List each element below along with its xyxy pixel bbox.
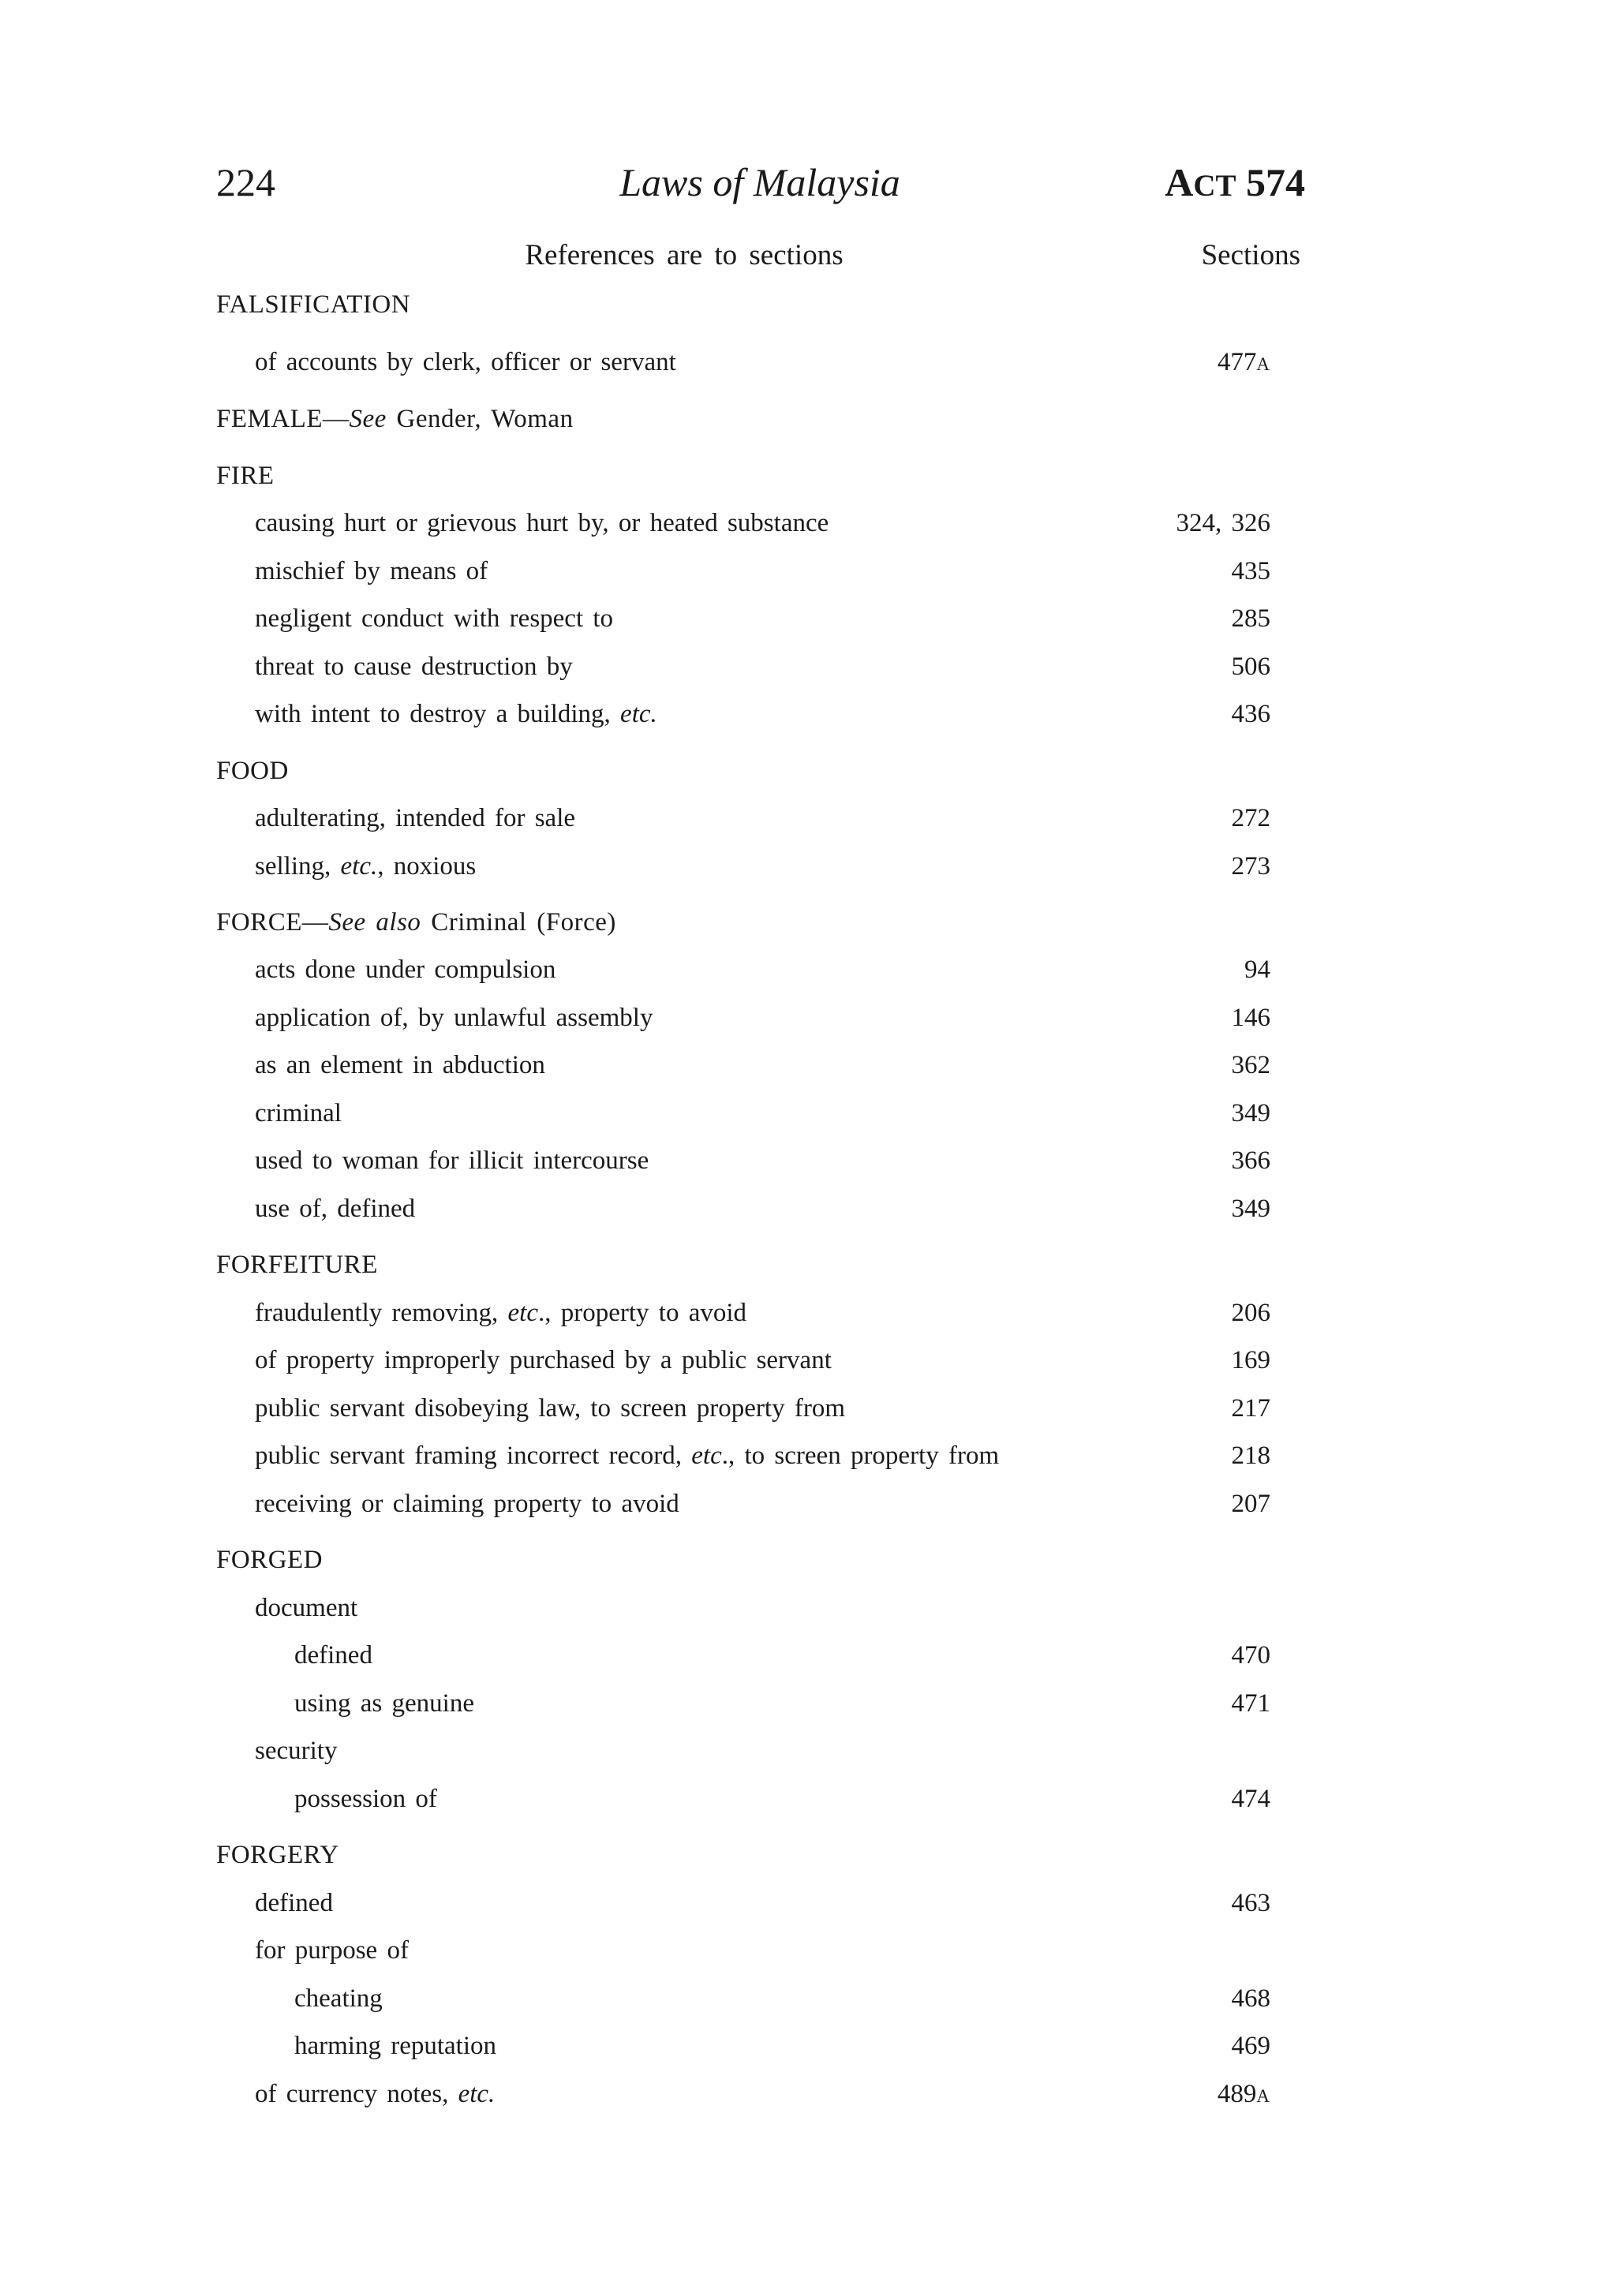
entry-term: [294, 1979, 383, 2018]
entry-term: [294, 1684, 474, 1723]
section-number: 366: [1231, 1146, 1270, 1175]
entry-term-text: FEMALE—: [216, 405, 350, 433]
entry-term: [255, 2074, 495, 2114]
entry-term-text: criminal: [255, 1099, 342, 1127]
section-reference: [1232, 1779, 1271, 1819]
entry-term-text: FALSIFICATION: [216, 290, 411, 319]
entry-term-text: causing hurt or grievous hurt by, or heated substance: [255, 509, 829, 537]
section-number: 362: [1231, 1051, 1270, 1079]
entry-term-text: of property improperly purchased by a public servant: [255, 1346, 832, 1374]
entry-term: [294, 1636, 372, 1675]
section-number: 272: [1231, 804, 1270, 832]
entry-term-text: FORFEITURE: [216, 1251, 378, 1279]
entry-term: [255, 342, 676, 382]
entry-term-text: FOOD: [216, 757, 289, 785]
entry-term-text: FIRE: [216, 462, 275, 490]
entry-term: [216, 1540, 323, 1580]
index-heading: [0, 903, 1616, 942]
section-reference: [1232, 998, 1271, 1038]
section-reference: [1232, 1189, 1271, 1228]
section-reference: [1232, 1293, 1271, 1333]
entry-term: [216, 903, 616, 942]
entry-term-italic: etc: [691, 1442, 722, 1470]
entry-term: [255, 599, 613, 638]
section-number: 324, 326: [1176, 509, 1270, 537]
entry-term-text: defined: [294, 1641, 372, 1670]
section-reference: [1218, 342, 1270, 384]
entry-term-text: acts done under compulsion: [255, 955, 556, 984]
section-number: 146: [1231, 1004, 1270, 1032]
act-number: 574: [1246, 160, 1305, 204]
entry-term: [255, 950, 556, 989]
entry-term-text: adulterating, intended for sale: [255, 804, 576, 832]
entry-term: [255, 1436, 999, 1475]
entry-term: [255, 1588, 357, 1628]
entry-term: [255, 503, 829, 543]
page-number: 224: [216, 160, 275, 204]
entry-term: [216, 751, 289, 791]
index-subentry: [0, 1588, 1616, 1628]
section-number: 477: [1217, 348, 1257, 376]
entry-term: [255, 1189, 415, 1228]
index-subentry: [0, 1636, 1616, 1675]
entry-term: [255, 694, 657, 734]
entry-term: [216, 1835, 339, 1875]
entry-term-italic: etc.: [340, 852, 378, 881]
section-number: 349: [1231, 1099, 1270, 1127]
entry-term-text: harming reputation: [294, 2032, 497, 2060]
section-reference: [1244, 950, 1270, 989]
section-number: 349: [1231, 1195, 1270, 1223]
section-number: 273: [1231, 852, 1270, 881]
index-heading: [0, 751, 1616, 791]
section-reference: [1232, 1484, 1271, 1524]
index-subentry: [0, 1389, 1616, 1428]
section-number: 218: [1231, 1442, 1270, 1470]
index-subentry: [0, 342, 1616, 382]
index-subentry: [0, 1436, 1616, 1475]
entry-term-text: application of, by unlawful assembly: [255, 1004, 653, 1032]
section-number: 436: [1231, 700, 1270, 728]
entry-term-text: of currency notes,: [255, 2080, 458, 2108]
section-number: 463: [1231, 1889, 1270, 1917]
entry-term: [255, 1293, 746, 1333]
entry-term-text: FORGED: [216, 1546, 324, 1574]
section-reference: [1232, 1141, 1271, 1180]
entry-term: [294, 1779, 437, 1819]
index-subentry: [0, 1779, 1616, 1819]
entry-term: [255, 1045, 545, 1085]
entry-term: [294, 2026, 496, 2066]
entry-term-text: receiving or claiming property to avoid: [255, 1490, 679, 1518]
entry-term: [255, 998, 653, 1038]
section-reference: [1232, 599, 1271, 638]
entry-term-text: for purpose of: [255, 1936, 409, 1965]
index-subentry: [0, 1979, 1616, 2018]
index-subentry: [0, 1094, 1616, 1133]
index-subentry: [0, 647, 1616, 686]
section-number: 207: [1231, 1490, 1270, 1518]
section-reference: [1218, 2074, 1270, 2116]
entry-term-text: used to woman for illicit intercourse: [255, 1146, 649, 1175]
entry-term: [255, 1341, 832, 1380]
entry-term: [255, 798, 575, 838]
index-heading: [0, 1835, 1616, 1875]
entry-term-italic: etc.: [458, 2080, 496, 2108]
section-reference: [1232, 2026, 1271, 2066]
entry-term: [255, 1883, 333, 1923]
entry-term: [216, 285, 410, 324]
entry-term: [255, 1731, 337, 1771]
section-reference: [1232, 1436, 1271, 1475]
entry-term-text: threat to cause destruction by: [255, 653, 573, 681]
index-subentry: [0, 847, 1616, 886]
index-subentry: [0, 1931, 1616, 1970]
index-subentry: [0, 1731, 1616, 1771]
entry-term-text: FORGERY: [216, 1841, 339, 1869]
entry-term-text: negligent conduct with respect to: [255, 604, 614, 633]
entry-term: [255, 1094, 342, 1133]
entry-term-text: Criminal (Force): [421, 908, 616, 937]
section-reference: [1232, 647, 1271, 686]
entry-term: [255, 647, 573, 686]
section-number: 285: [1231, 604, 1270, 633]
entry-term-text: cheating: [294, 1984, 383, 2013]
section-number: 471: [1231, 1689, 1270, 1718]
section-reference: [1232, 1883, 1271, 1923]
act-label-rest: CT: [1193, 169, 1236, 203]
entry-term-text: Gender, Woman: [386, 405, 574, 433]
index-subentry: [0, 503, 1616, 543]
entry-term-text: FORCE—: [216, 908, 329, 937]
index-subentry: [0, 1684, 1616, 1723]
index-heading: [0, 456, 1616, 495]
entry-term-text: , noxious: [377, 852, 477, 881]
act-label-initial: A: [1165, 160, 1194, 204]
entry-term-text: selling,: [255, 852, 341, 881]
index-subentry: [0, 1045, 1616, 1085]
index-subentry: [0, 1189, 1616, 1228]
entry-term-text: ., to screen property from: [721, 1442, 1000, 1470]
index-subentry: [0, 599, 1616, 638]
section-reference: [1232, 798, 1271, 838]
section-reference: [1232, 847, 1271, 886]
entry-term: [255, 1141, 649, 1180]
section-number: 469: [1231, 2032, 1270, 2060]
entry-term-italic: etc.: [620, 700, 657, 728]
entry-term: [255, 1931, 409, 1970]
section-suffix: A: [1256, 354, 1270, 374]
section-reference: [1232, 1979, 1271, 2018]
entry-term: [216, 1245, 378, 1284]
section-number: 169: [1231, 1346, 1270, 1374]
entry-term-text: security: [255, 1737, 338, 1765]
section-suffix: A: [1256, 2086, 1270, 2106]
section-number: 206: [1231, 1299, 1270, 1327]
entry-term-text: public servant disobeying law, to screen property from: [255, 1394, 845, 1423]
section-reference: [1232, 1684, 1271, 1723]
entry-term-italic: etc: [507, 1299, 538, 1327]
running-title: Laws of Malaysia: [619, 160, 900, 204]
entry-term-text: ., property to avoid: [537, 1299, 747, 1327]
index-heading: [0, 1245, 1616, 1284]
section-reference: [1232, 1341, 1271, 1380]
entry-term-text: public servant framing incorrect record,: [255, 1442, 692, 1470]
references-column-header: References are to sections: [525, 239, 844, 271]
entry-term: [216, 399, 574, 439]
section-reference: [1176, 503, 1271, 543]
index-subentry: [0, 1341, 1616, 1380]
entry-term-italic: See also: [328, 908, 421, 937]
entry-term-text: using as genuine: [294, 1689, 474, 1718]
section-number: 468: [1231, 1984, 1270, 2013]
section-number: 474: [1231, 1785, 1270, 1813]
section-reference: [1232, 1094, 1271, 1133]
section-number: 470: [1231, 1641, 1270, 1670]
index-subentry: [0, 1484, 1616, 1524]
section-reference: [1232, 1389, 1271, 1428]
index-heading: [0, 399, 1616, 439]
index-heading: [0, 285, 1616, 324]
index-subentry: [0, 1293, 1616, 1333]
index-subentry: [0, 798, 1616, 838]
index-heading: [0, 1540, 1616, 1580]
entry-term-text: use of, defined: [255, 1195, 416, 1223]
section-reference: [1232, 1636, 1271, 1675]
entry-term: [255, 1389, 845, 1428]
index-subentry: [0, 552, 1616, 591]
entry-term: [216, 456, 275, 495]
index-subentry: [0, 694, 1616, 734]
entry-term-text: of accounts by clerk, officer or servant: [255, 348, 676, 376]
section-number: 489: [1217, 2080, 1257, 2108]
index-subentry: [0, 2074, 1616, 2114]
entry-term: [255, 552, 488, 591]
entry-term-text: with intent to destroy a building,: [255, 700, 621, 728]
section-number: 506: [1231, 653, 1270, 681]
section-number: 217: [1231, 1394, 1270, 1423]
section-number: 94: [1244, 955, 1270, 984]
index-subentry: [0, 1883, 1616, 1923]
section-reference: [1232, 1045, 1271, 1085]
entry-term: [255, 847, 476, 886]
section-reference: [1232, 694, 1271, 734]
entry-term-text: mischief by means of: [255, 557, 488, 585]
entry-term-text: fraudulently removing,: [255, 1299, 508, 1327]
entry-term-italic: See: [349, 405, 387, 433]
entry-term-text: as an element in abduction: [255, 1051, 545, 1079]
entry-term-text: document: [255, 1594, 358, 1622]
index-subentry: [0, 998, 1616, 1038]
entry-term-text: defined: [255, 1889, 333, 1917]
index-subentry: [0, 1141, 1616, 1180]
sections-column-header: Sections: [1201, 239, 1300, 271]
section-reference: [1232, 552, 1271, 591]
entry-term: [255, 1484, 679, 1524]
index-subentry: [0, 2026, 1616, 2066]
section-number: 435: [1231, 557, 1270, 585]
entry-term-text: possession of: [294, 1785, 437, 1813]
index-subentry: [0, 950, 1616, 989]
